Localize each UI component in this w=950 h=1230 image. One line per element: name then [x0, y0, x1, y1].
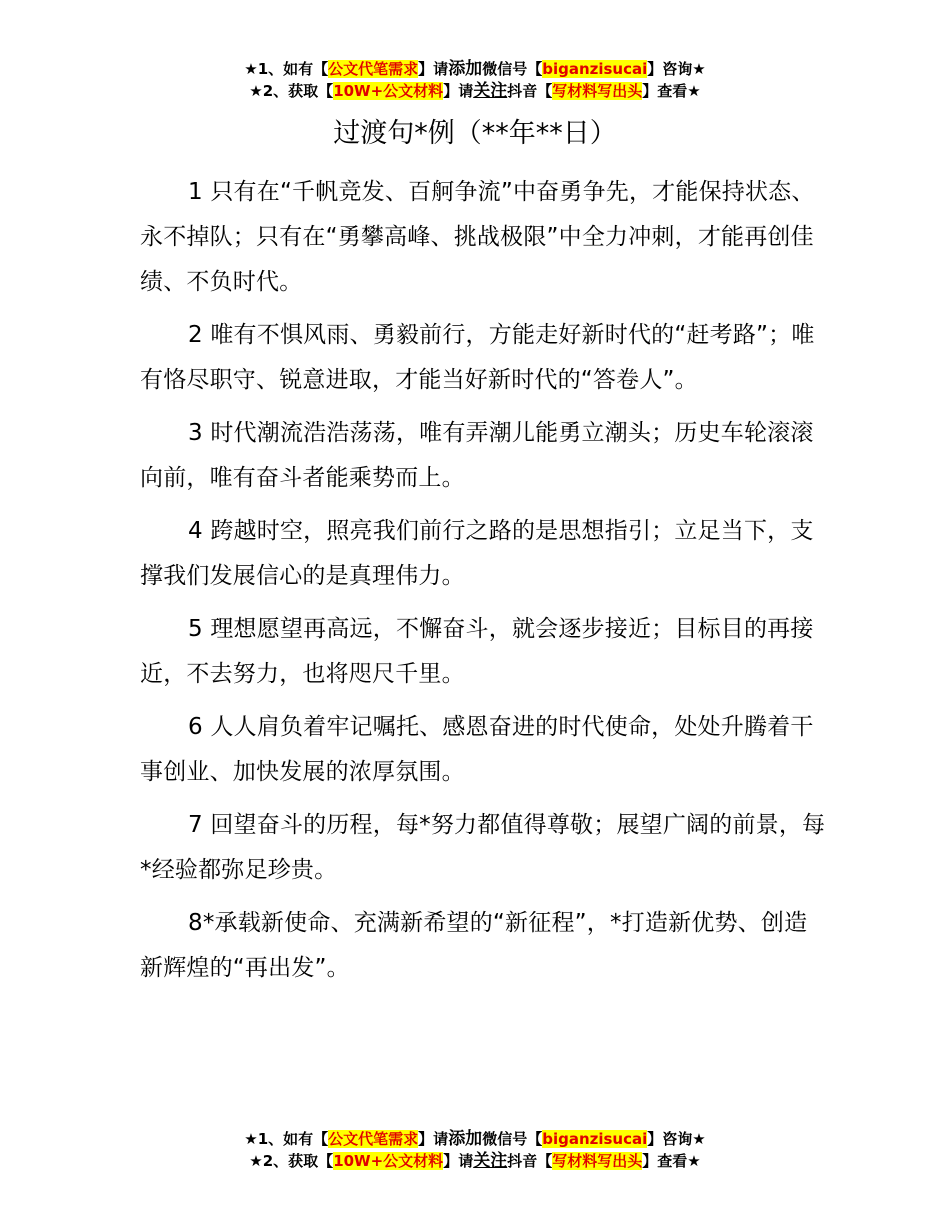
highlight-materials: 10W+公文材料: [333, 1152, 444, 1170]
banner-text: ★1、如有【: [244, 1130, 329, 1148]
banner-text: 】请: [443, 82, 474, 100]
highlight-wechat-id: biganzisucai: [542, 1130, 648, 1148]
banner-text: 添加: [448, 1129, 483, 1149]
highlight-wechat-id: biganzisucai: [542, 60, 648, 78]
paragraph: 8*承载新使命、充满新希望的“新征程”，*打造新优势、创造新辉煌的“再出发”。: [140, 910, 808, 981]
banner-line-2: [0, 1150, 950, 1172]
banner-text: 关注: [473, 1151, 508, 1171]
banner-text: ★2、获取【: [249, 82, 334, 100]
banner-text: 关注: [473, 81, 508, 101]
highlight-service: 公文代笔需求: [328, 1130, 419, 1148]
banner-line-1: [0, 58, 950, 80]
banner-text: 】请: [418, 1130, 449, 1148]
highlight-service: 公文代笔需求: [328, 60, 419, 78]
document-body: [140, 170, 830, 999]
banner-text: 微信号【: [482, 1130, 543, 1148]
paragraph: 1 只有在“千帆竞发、百舸争流”中奋勇争先，才能保持状态、永不掉队；只有在“勇攀高峰、挑战极限”中全力冲刺，才能再创佳绩、不负时代。: [140, 179, 815, 295]
paragraph: 7 回望奋斗的历程，每*努力都值得尊敬；展望广阔的前景，每*经验都弥足珍贵。: [140, 812, 826, 883]
banner-text: 添加: [448, 59, 483, 79]
paragraph: 6 人人肩负着牢记嘱托、感恩奋进的时代使命，处处升腾着干事创业、加快发展的浓厚氛围。: [140, 714, 814, 785]
banner-text: 抖音【: [507, 82, 553, 100]
highlight-douyin: 写材料写出头: [552, 82, 643, 100]
banner-text: ★2、获取【: [249, 1152, 334, 1170]
banner-text: 抖音【: [507, 1152, 553, 1170]
banner-text: 】查看★: [642, 1152, 701, 1170]
banner-text: 】咨询★: [647, 60, 706, 78]
banner-text: 】咨询★: [647, 1130, 706, 1148]
highlight-materials: 10W+公文材料: [333, 82, 444, 100]
banner-text: 】请: [418, 60, 449, 78]
paragraph: 5 理想愿望再高远，不懈奋斗，就会逐步接近；目标目的再接近，不去努力，也将咫尺千里。: [140, 616, 814, 687]
paragraph: 2 唯有不惧风雨、勇毅前行，方能走好新时代的“赶考路”；唯有恪尽职守、锐意进取，才能当好新时代的“答卷人”。: [140, 322, 815, 393]
paragraph: 4 跨越时空，照亮我们前行之路的是思想指引；立足当下，支撑我们发展信心的是真理伟力。: [140, 518, 814, 589]
banner-line-1: [0, 1128, 950, 1150]
banner-text: 】查看★: [642, 82, 701, 100]
banner-text: 】请: [443, 1152, 474, 1170]
document-title: 过渡句*例（**年**日）: [333, 118, 617, 149]
footer-banner: [0, 1128, 950, 1172]
header-banner: [0, 58, 950, 102]
banner-text: ★1、如有【: [244, 60, 329, 78]
paragraph: 3 时代潮流浩浩荡荡，唯有弄潮儿能勇立潮头；历史车轮滚滚向前，唯有奋斗者能乘势而上。: [140, 420, 814, 491]
highlight-douyin: 写材料写出头: [552, 1152, 643, 1170]
banner-text: 微信号【: [482, 60, 543, 78]
banner-line-2: [0, 80, 950, 102]
